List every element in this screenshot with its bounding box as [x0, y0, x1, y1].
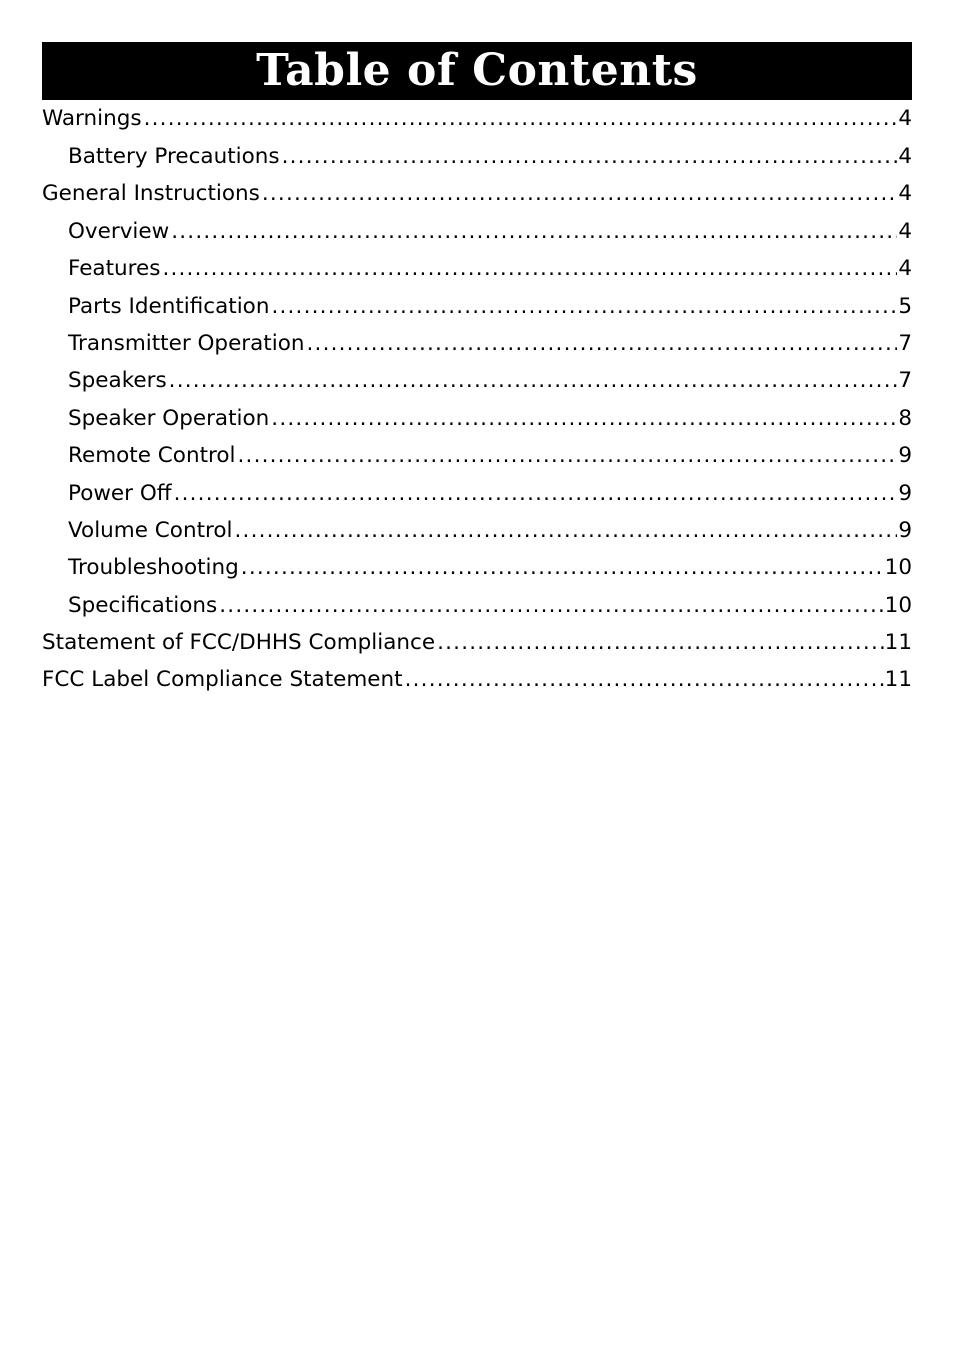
- toc-entry-label: Remote Control: [68, 443, 236, 469]
- toc-entry-label: Power Off: [68, 480, 172, 506]
- toc-entry-label: Speaker Operation: [68, 405, 270, 431]
- toc-entry-page: 7: [898, 330, 912, 356]
- toc-entry: [42, 325, 912, 362]
- toc-entry-label: Statement of FCC/DHHS Compliance: [42, 630, 436, 656]
- toc-entry: [42, 138, 912, 175]
- toc-dot-leader: [307, 325, 898, 362]
- toc-dot-leader: [144, 100, 898, 137]
- toc-entry-page: 4: [898, 144, 912, 169]
- toc-dot-leader: [282, 138, 898, 175]
- toc-entry-label: Troubleshooting: [68, 555, 239, 581]
- toc-entry-label: Warnings: [42, 106, 142, 131]
- toc-dot-leader: [238, 437, 898, 474]
- toc-entry-label: Parts Identification: [68, 293, 270, 319]
- toc-entry: [42, 175, 912, 212]
- toc-entry: [42, 475, 912, 512]
- document-page: [42, 42, 912, 699]
- toc-dot-leader: [219, 587, 883, 624]
- toc-entry: [42, 100, 912, 138]
- toc-entry-label: Speakers: [68, 368, 167, 394]
- toc-entry-label: Transmitter Operation: [68, 330, 305, 356]
- toc-dot-leader: [235, 512, 898, 549]
- toc-entry-page: 4: [898, 181, 912, 207]
- toc-dot-leader: [169, 362, 898, 399]
- toc-entry: [42, 624, 912, 661]
- toc-dot-leader: [171, 213, 897, 250]
- toc-entry-page: 4: [898, 256, 912, 282]
- toc-entry-label: Battery Precautions: [68, 144, 280, 169]
- toc-entry-page: 10: [884, 592, 912, 618]
- toc-dot-leader: [437, 624, 884, 661]
- toc-dot-leader: [174, 475, 898, 512]
- toc-dot-leader: [162, 250, 897, 287]
- toc-entry-page: 4: [898, 218, 912, 244]
- toc-entry: [42, 362, 912, 399]
- toc-entry: [42, 661, 912, 698]
- toc-entry-page: 10: [884, 555, 912, 581]
- toc-entry: [42, 512, 912, 549]
- toc-entry-page: 9: [898, 443, 912, 469]
- title-bar: [42, 42, 912, 100]
- toc-dot-leader: [271, 400, 897, 437]
- toc-entry: [42, 288, 912, 325]
- toc-dot-leader: [405, 661, 884, 698]
- toc-entry: [42, 437, 912, 474]
- toc-entry: [42, 400, 912, 437]
- toc-entry-label: FCC Label Compliance Statement: [42, 667, 403, 693]
- toc-entry: [42, 549, 912, 586]
- toc-entry-page: 9: [898, 517, 912, 543]
- toc-entry-label: Specifications: [68, 592, 218, 618]
- toc-entry-page: 11: [884, 667, 912, 693]
- toc-entry: [42, 587, 912, 624]
- table-of-contents: [42, 100, 912, 699]
- toc-entry-label: General Instructions: [42, 181, 260, 207]
- toc-entry-page: 5: [898, 293, 912, 319]
- toc-entry: [42, 250, 912, 287]
- toc-entry-page: 7: [898, 368, 912, 394]
- toc-entry-page: 9: [898, 480, 912, 506]
- toc-dot-leader: [262, 175, 897, 212]
- toc-entry-label: Overview: [68, 218, 170, 244]
- toc-entry-page: 11: [884, 630, 912, 656]
- toc-entry-label: Features: [68, 256, 161, 282]
- toc-entry-page: 8: [898, 405, 912, 431]
- toc-dot-leader: [241, 549, 884, 586]
- toc-entry-label: Volume Control: [68, 517, 233, 543]
- toc-entry: [42, 213, 912, 250]
- page-title: Table of Contents: [256, 45, 698, 96]
- toc-entry-page: 4: [898, 106, 912, 131]
- toc-dot-leader: [271, 288, 897, 325]
